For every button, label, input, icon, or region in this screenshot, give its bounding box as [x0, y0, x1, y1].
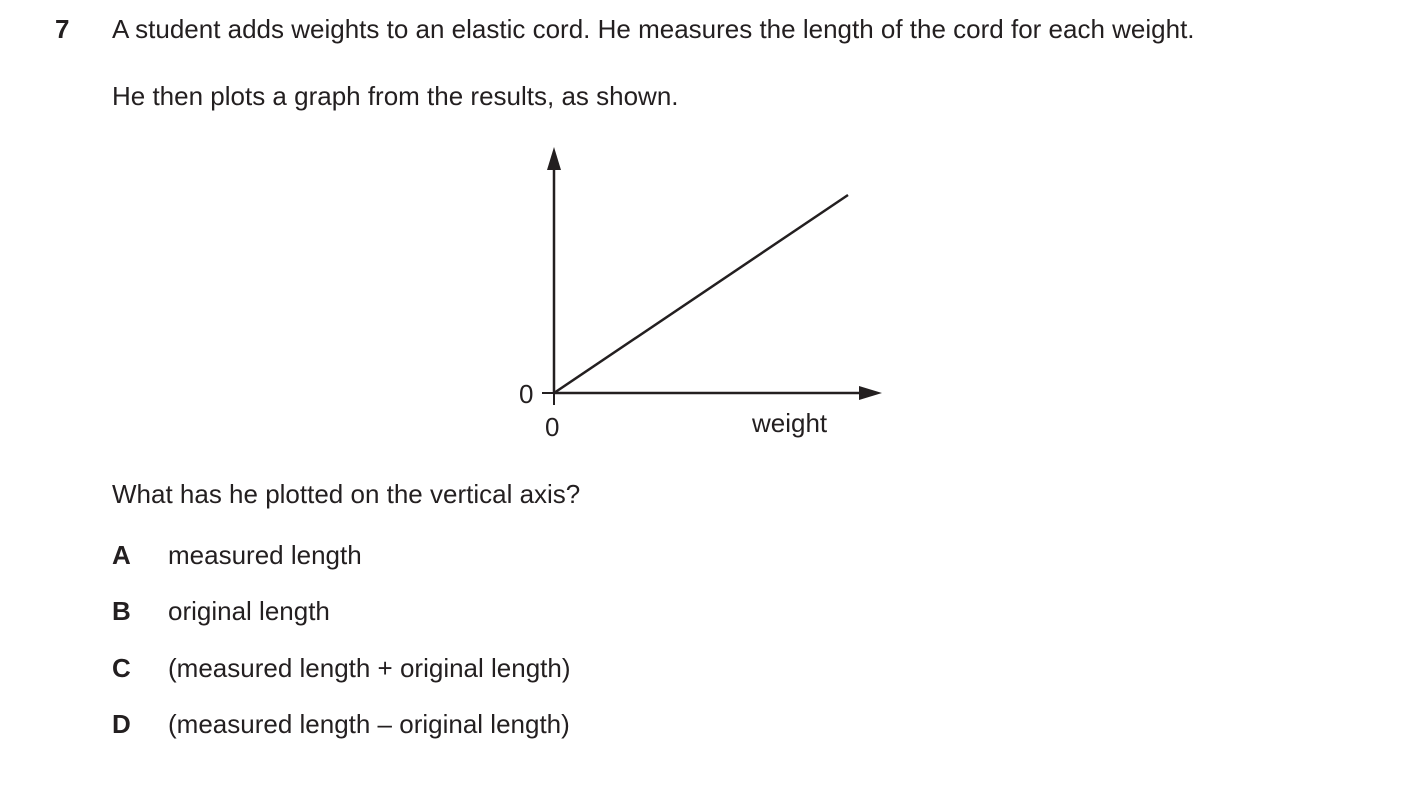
x-axis-label: weight	[752, 408, 828, 438]
question-number: 7	[55, 14, 70, 44]
x-origin-label: 0	[545, 412, 560, 442]
option-text: original length	[168, 596, 330, 626]
option-letter: B	[112, 596, 131, 626]
y-origin-label: 0	[519, 379, 534, 409]
y-axis-arrowhead	[547, 147, 561, 170]
x-axis-arrowhead	[859, 386, 882, 400]
option-text: (measured length + original length)	[168, 653, 571, 683]
question-intro-line1: A student adds weights to an elastic cord. He measures the length of the cord for each weight.	[112, 14, 1195, 44]
question-intro-line2: He then plots a graph from the results, as shown.	[112, 81, 679, 111]
series-line	[554, 195, 848, 393]
option-letter: D	[112, 709, 131, 739]
option-text: measured length	[168, 540, 362, 570]
option-text: (measured length – original length)	[168, 709, 570, 739]
option-letter: C	[112, 653, 131, 683]
option-letter: A	[112, 540, 131, 570]
question-prompt: What has he plotted on the vertical axis?	[112, 479, 581, 509]
